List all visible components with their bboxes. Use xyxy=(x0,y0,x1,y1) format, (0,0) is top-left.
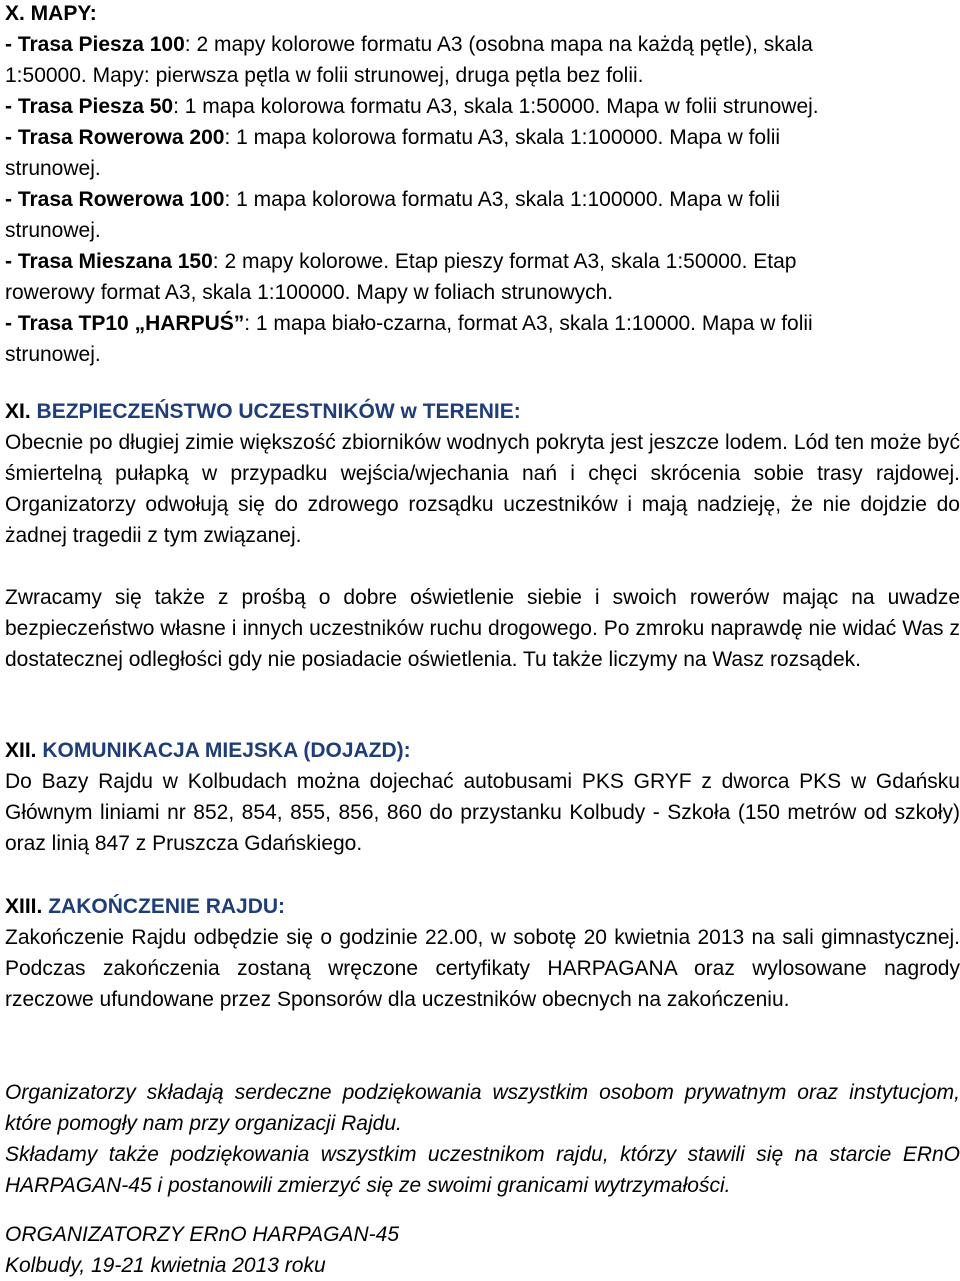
maps-item-text: rowerowy format A3, skala 1:100000. Mapy w foliach strunowych. xyxy=(5,281,614,304)
closing-number: XIII. xyxy=(5,895,43,918)
transport-paragraph: Do Bazy Rajdu w Kolbudach można dojechać autobusami PKS GRYF z dworca PKS w Gdańsku Głównym liniami nr 852, 854, 855, 856, 860 do przystanku Kolbudy - Szkoła (150 metrów od szkoły) oraz linią 847 z Pruszcza Gdańskiego. xyxy=(5,770,960,855)
transport-heading xyxy=(5,735,960,766)
maps-heading: X. MAPY: xyxy=(5,2,97,25)
maps-list xyxy=(5,29,960,370)
maps-item-text: : 1 mapa kolorowa formatu A3, skala 1:100000. Mapa w folii xyxy=(224,188,781,211)
maps-list-item xyxy=(5,246,960,277)
maps-item-text: strunowej. xyxy=(5,343,101,366)
maps-item-label: - Trasa Piesza 100 xyxy=(5,33,185,56)
thanks-paragraph-2: Składamy także podziękowania wszystkim uczestnikom rajdu, którzy stawili się na starcie ERnO HARPAGAN-45 i postanowili zmierzyć się ze swoimi granicami wytrzymałości. xyxy=(5,1143,960,1197)
maps-item-label: - Trasa Piesza 50 xyxy=(5,95,174,118)
maps-list-item xyxy=(5,184,960,215)
closing-section xyxy=(5,891,960,1015)
maps-item-label: - Trasa Rowerowa 200 xyxy=(5,126,225,149)
maps-item-text: : 1 mapa biało-czarna, format A3, skala 1:10000. Mapa w folii xyxy=(244,312,813,335)
transport-number: XII. xyxy=(5,739,37,762)
closing-paragraph: Zakończenie Rajdu odbędzie się o godzinie 22.00, w sobotę 20 kwietnia 2013 na sali gimnastycznej. Podczas zakończenia zostaną wręczone certyfikaty HARPAGANA oraz wylosowane nagrody rzeczowe ufundowane przez Sponsorów dla uczestników obecnych na zakończeniu. xyxy=(5,926,960,1011)
closing-title: ZAKOŃCZENIE RAJDU: xyxy=(48,895,286,918)
maps-item-label: - Trasa Mieszana 150 xyxy=(5,250,213,273)
signature-block xyxy=(5,1219,960,1281)
thanks-paragraph-1: Organizatorzy składają serdeczne podziękowania wszystkim osobom prywatnym oraz instytucjom, które pomogły nam przy organizacji Rajdu. xyxy=(5,1081,960,1135)
maps-list-item xyxy=(5,277,960,308)
maps-item-text: : 2 mapy kolorowe. Etap pieszy format A3, skala 1:50000. Etap xyxy=(212,250,797,273)
safety-title: BEZPIECZEŃSTWO UCZESTNIKÓW w TERENIE: xyxy=(36,400,521,423)
transport-title: KOMUNIKACJA MIEJSKA (DOJAZD): xyxy=(42,739,411,762)
safety-paragraph-1: Obecnie po długiej zimie większość zbiorników wodnych pokryta jest jeszcze lodem. Lód ten może być śmiertelną pułapką w przypadku wejścia/wjechania nań i chęci skrócenia sobie trasy rajdowej. Organizatorzy odwołują się do zdrowego rozsądku uczestników i mają nadzieję, że nie dojdzie do żadnej tragedii z tym związanej. xyxy=(5,431,960,547)
maps-list-item xyxy=(5,60,960,91)
maps-list-item xyxy=(5,308,960,339)
safety-paragraph-2: Zwracamy się także z prośbą o dobre oświetlenie siebie i swoich rowerów mając na uwadze bezpieczeństwo własne i innych uczestników ruchu drogowego. Po zmroku naprawdę nie widać Was z dostatecznej odległości gdy nie posiadacie oświetlenia. Tu także liczymy na Wasz rozsądek. xyxy=(5,586,960,671)
thanks-section xyxy=(5,1077,960,1201)
safety-heading xyxy=(5,396,960,427)
transport-section xyxy=(5,735,960,859)
closing-heading xyxy=(5,891,960,922)
safety-number: XI. xyxy=(5,400,31,423)
maps-list-item xyxy=(5,91,960,122)
maps-list-item xyxy=(5,215,960,246)
maps-item-text: strunowej. xyxy=(5,157,101,180)
signature-organizers: ORGANIZATORZY ERnO HARPAGAN-45 xyxy=(5,1223,400,1246)
signature-place-date: Kolbudy, 19-21 kwietnia 2013 roku xyxy=(5,1254,326,1277)
maps-list-item xyxy=(5,339,960,370)
maps-item-text: : 1 mapa kolorowa formatu A3, skala 1:50000. Mapa w folii strunowej. xyxy=(173,95,819,118)
maps-item-text: strunowej. xyxy=(5,219,101,242)
safety-section xyxy=(5,396,960,675)
maps-item-label: - Trasa Rowerowa 100 xyxy=(5,188,225,211)
maps-section xyxy=(5,0,960,370)
maps-list-item xyxy=(5,29,960,60)
maps-item-text: : 1 mapa kolorowa formatu A3, skala 1:100000. Mapa w folii xyxy=(224,126,781,149)
maps-list-item xyxy=(5,122,960,153)
maps-item-text: : 2 mapy kolorowe formatu A3 (osobna mapa na każdą pętle), skala xyxy=(184,33,813,56)
maps-item-label: - Trasa TP10 „HARPUŚ” xyxy=(5,312,245,335)
maps-item-text: 1:50000. Mapy: pierwsza pętla w folii strunowej, druga pętla bez folii. xyxy=(5,64,644,87)
maps-list-item xyxy=(5,153,960,184)
